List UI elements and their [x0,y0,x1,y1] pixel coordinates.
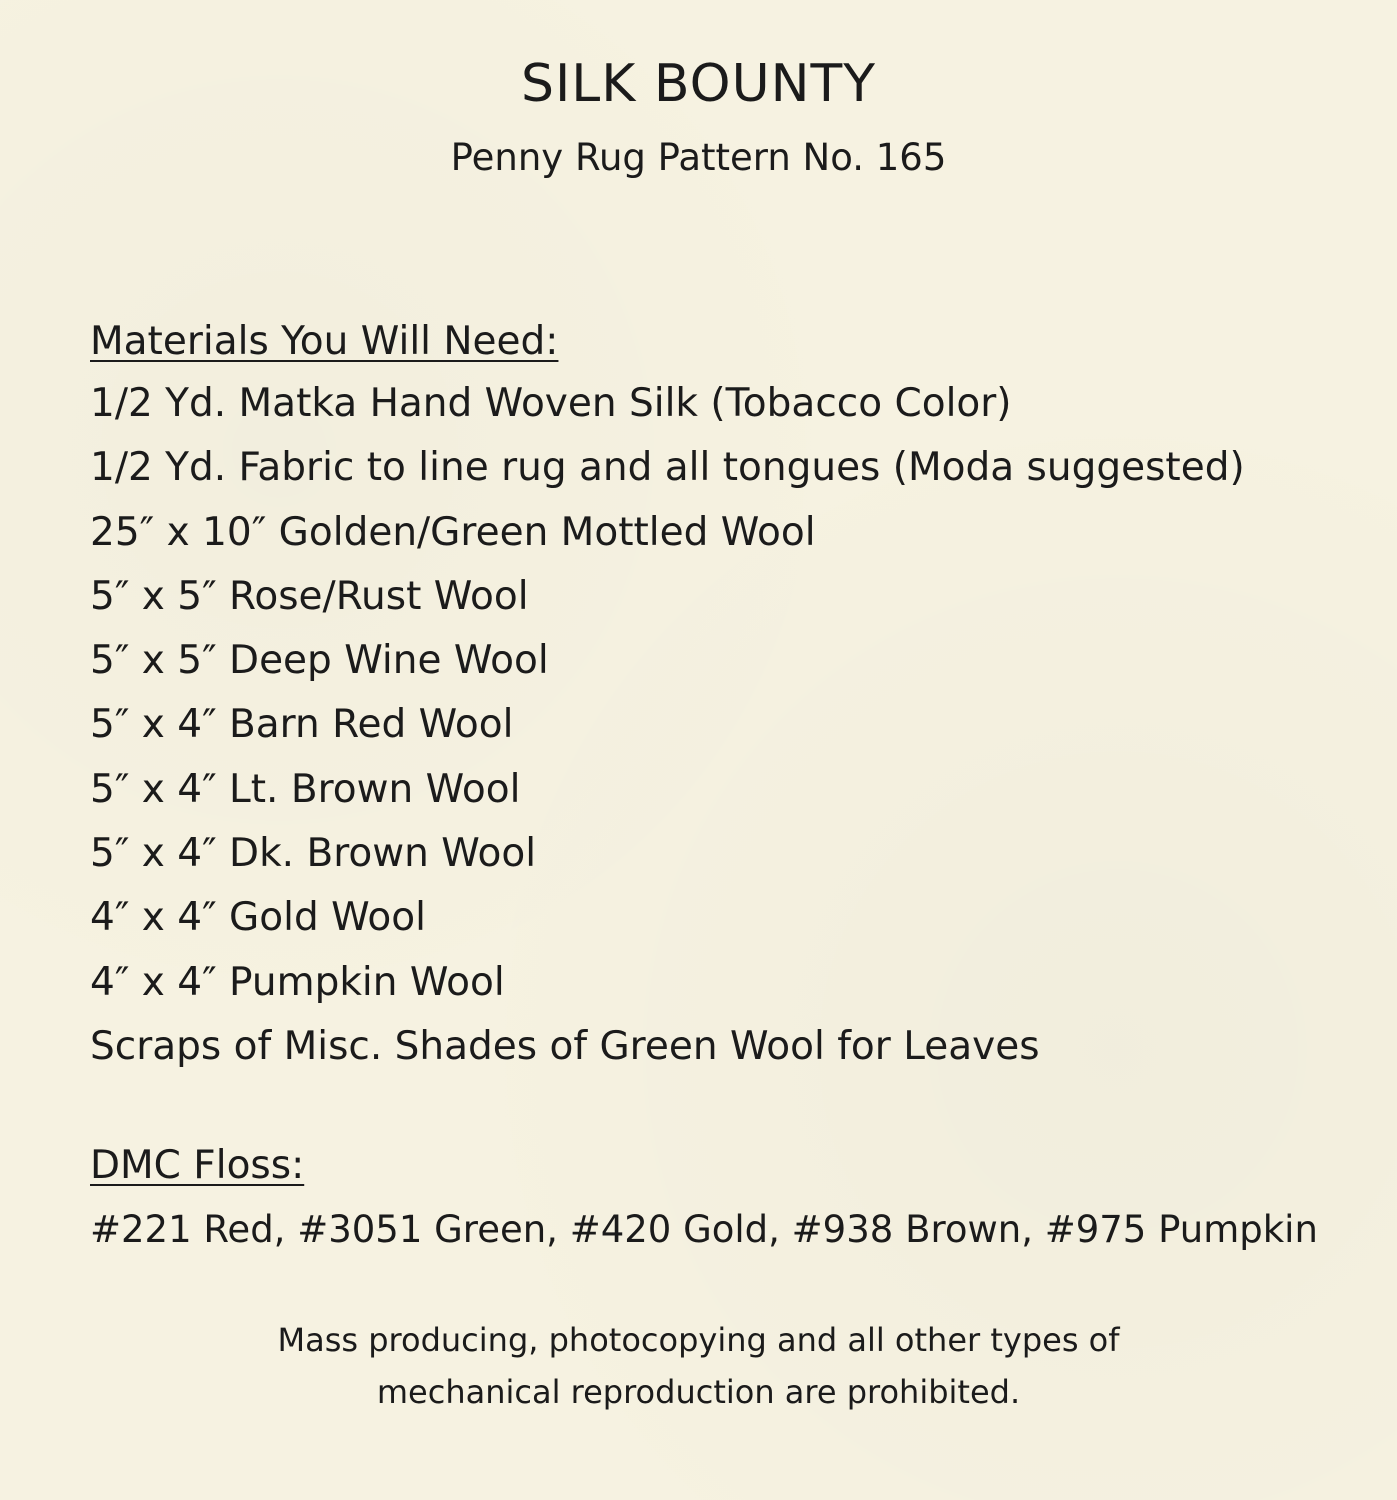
materials-list [90,372,1350,1079]
page-title: SILK BOUNTY [520,54,877,114]
list-item: 5″ x 4″ Dk. Brown Wool [90,831,537,877]
list-item: 5″ x 5″ Deep Wine Wool [90,638,549,684]
list-item: 4″ x 4″ Gold Wool [90,895,426,941]
copyright-notice [0,1314,1397,1418]
notice-line-1: Mass producing, photocopying and all other types of [277,1321,1120,1359]
list-item: 25″ x 10″ Golden/Green Mottled Wool [90,509,816,555]
list-item: 5″ x 4″ Lt. Brown Wool [90,766,521,812]
list-item: 5″ x 5″ Rose/Rust Wool [90,573,529,619]
notice-line-2: mechanical reproduction are prohibited. [376,1373,1021,1411]
floss-heading: DMC Floss: [90,1143,305,1188]
materials-section [90,312,1350,1079]
floss-colors: #221 Red, #3051 Green, #420 Gold, #938 Brown, #975 Pumpkin [90,1208,1318,1251]
materials-heading: Materials You Will Need: [90,319,559,364]
list-item: 1/2 Yd. Matka Hand Woven Silk (Tobacco Color) [90,381,1012,426]
list-item: Scraps of Misc. Shades of Green Wool for Leaves [90,1023,1040,1069]
floss-section [90,1136,1350,1262]
list-item: 4″ x 4″ Pumpkin Wool [90,959,505,1005]
list-item: 5″ x 4″ Barn Red Wool [90,702,514,748]
list-item: 1/2 Yd. Fabric to line rug and all tongues (Moda suggested) [90,445,1245,491]
page-subtitle: Penny Rug Pattern No. 165 [450,136,947,179]
